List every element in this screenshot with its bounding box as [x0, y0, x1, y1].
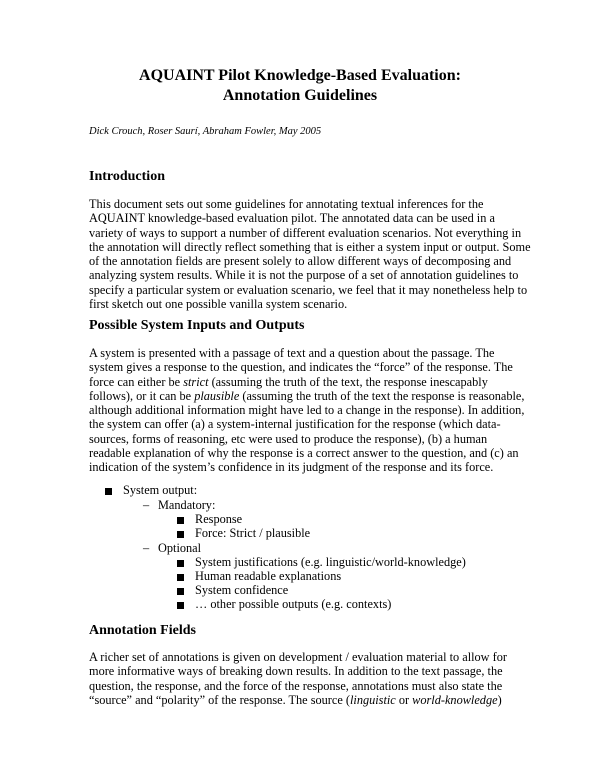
- bullet-square-icon: [177, 574, 184, 581]
- bullet-square-icon: [177, 560, 184, 567]
- mandatory-label: Mandatory:: [158, 498, 216, 512]
- intro-line: This document sets out some guidelines for annotating textual inferences for the: [89, 197, 484, 211]
- io-line: system gives a response to the question, and indicates the “force” of the response. The: [89, 360, 513, 375]
- intro-line: variety of ways to support a number of different evaluation scenarios. Not everything in: [89, 225, 522, 240]
- io-line: the system can offer (a) a system-internal justification for the response (which data-: [89, 417, 501, 432]
- linguistic-term: linguistic: [349, 692, 396, 707]
- intro-line: first sketch out one possible vanilla system scenario.: [89, 297, 348, 312]
- io-line: A system is presented with a passage of text and a question about the passage. The: [89, 346, 495, 360]
- title-line-2: Annotation Guidelines: [222, 87, 378, 104]
- strict-term: strict: [183, 374, 209, 389]
- intro-line: the annotation will directly reflect something that is either a system input or output. Some: [89, 239, 531, 254]
- world-knowledge-term: world-knowledge: [412, 692, 498, 707]
- document-title: [0, 66, 600, 106]
- inputs-outputs-paragraph: [89, 346, 525, 475]
- io-line: although additional information might have led to a change in the response). In addition,: [89, 403, 525, 418]
- optional-item: System justifications (e.g. linguistic/world-knowledge): [195, 555, 466, 569]
- fields-line: question, the response, and the force of the response, annotations must also state the: [89, 678, 503, 693]
- intro-line: specify a particular system or evaluation scenario, we feel that it may nonetheless help to: [89, 282, 528, 297]
- inputs-outputs-heading: Possible System Inputs and Outputs: [89, 318, 305, 333]
- io-line: readable explanation of why the response is a correct answer to the question, and (c) an: [89, 446, 519, 461]
- intro-line: of the annotation fields are present solely to allow different ways of decomposing and: [89, 254, 512, 269]
- bullet-square-icon: [105, 488, 112, 495]
- plausible-term: plausible: [194, 388, 240, 403]
- fields-line: “source” and “polarity” of the response. The source (linguistic or world-knowledge): [89, 692, 502, 707]
- fields-line: A richer set of annotations is given on development / evaluation material to allow for: [89, 650, 507, 664]
- annotation-fields-heading: Annotation Fields: [89, 623, 196, 638]
- dash-marker: –: [143, 541, 150, 555]
- io-line: sources, forms of reasoning, etc were used to produce the response), (b) a human: [89, 431, 488, 446]
- dash-marker: –: [143, 498, 150, 512]
- title-line-1: AQUAINT Pilot Knowledge-Based Evaluation:: [139, 67, 461, 84]
- intro-line: analyzing system results. While it is not the purpose of a set of annotation guidelines to: [89, 268, 519, 283]
- io-line: indication of the system’s confidence in its judgment of the response and its force.: [89, 460, 494, 475]
- fields-line: more informative ways of breaking down results. In addition to the text passage, the: [89, 664, 503, 679]
- io-line: force can either be strict (assuming the truth of the text, the response inescapably: [89, 374, 488, 389]
- system-output-label: System output:: [123, 483, 198, 497]
- optional-item: System confidence: [195, 583, 289, 597]
- annotation-fields-paragraph: [89, 650, 521, 707]
- intro-line: AQUAINT knowledge-based evaluation pilot. The annotated data can be used in a: [89, 211, 495, 226]
- mandatory-item: Force: Strict / plausible: [195, 526, 311, 540]
- bullet-square-icon: [177, 588, 184, 595]
- introduction-paragraph: [89, 197, 531, 312]
- bullet-square-icon: [177, 602, 184, 609]
- optional-item: … other possible outputs (e.g. contexts): [195, 597, 392, 611]
- mandatory-item: Response: [195, 512, 243, 526]
- io-line: follows), or it can be plausible (assuming the truth of the text the response is reasonable,: [89, 388, 525, 403]
- optional-label: Optional: [158, 541, 202, 555]
- introduction-heading: Introduction: [89, 169, 165, 184]
- authors-line: Dick Crouch, Roser Saurí, Abraham Fowler, May 2005: [89, 126, 322, 137]
- optional-item: Human readable explanations: [195, 569, 342, 583]
- bullet-square-icon: [177, 517, 184, 524]
- bullet-square-icon: [177, 531, 184, 538]
